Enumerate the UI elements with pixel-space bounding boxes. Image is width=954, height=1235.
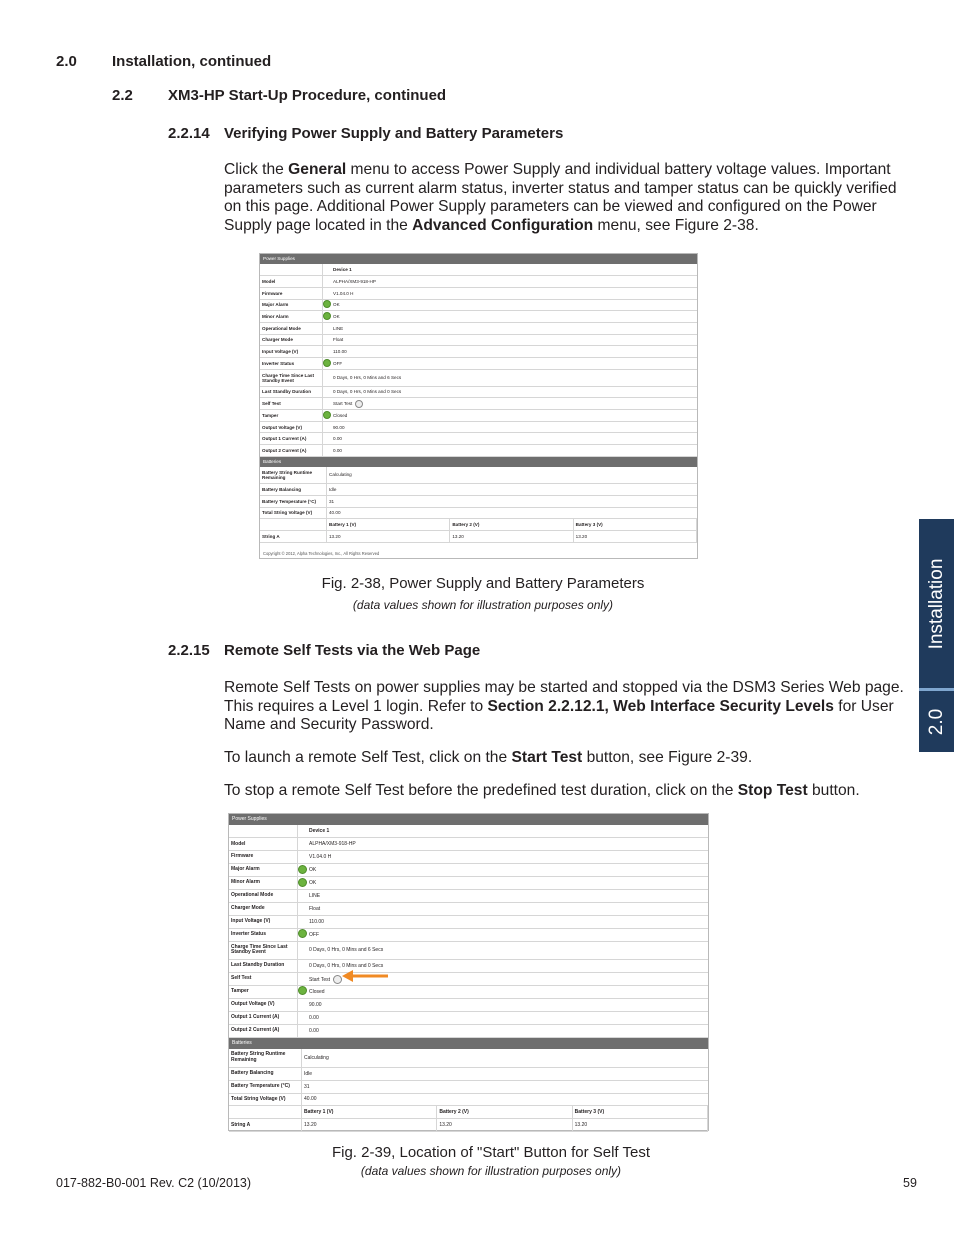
paragraph-2-2-14: Click the General menu to access Power Supply and individual battery voltage values. Important parameters such as current alarm status, inverter status and tamper status can be quickly verified on this page. Additional Power Supply parameters can be viewed and configured on the Power Supply page located in the Advanced Configuration menu, see Figure 2-38. bbox=[224, 161, 897, 234]
row-label: Self Test bbox=[260, 398, 322, 410]
row-label: Charge Time Since Last Standby Event bbox=[260, 369, 322, 386]
battery-row bbox=[229, 1093, 708, 1106]
paragraph-2-2-15-c: To stop a remote Self Test before the predefined test duration, click on the Stop Test button. bbox=[224, 782, 860, 799]
section-number-2-0: 2.0 bbox=[56, 53, 77, 70]
row-value: OK bbox=[331, 299, 697, 311]
section-number-2-2: 2.2 bbox=[112, 87, 133, 104]
battery-row bbox=[260, 467, 697, 484]
table-row bbox=[260, 287, 697, 299]
row-label: Input Voltage (V) bbox=[229, 915, 297, 928]
table-row bbox=[229, 825, 708, 838]
row-label: Major Alarm bbox=[260, 299, 322, 311]
battery-row-label: Battery Temperature (°C) bbox=[260, 495, 327, 507]
battery-row-value: 40.00 bbox=[302, 1093, 708, 1106]
figure-2-38-caption: Fig. 2-38, Power Supply and Battery Parameters bbox=[321, 575, 645, 592]
table-row bbox=[260, 322, 697, 334]
row-value: V1.04.0 H bbox=[331, 287, 697, 299]
battery-row-label: Battery String Runtime Remaining bbox=[260, 467, 327, 484]
table-row bbox=[229, 986, 708, 999]
battery-column-header: Battery 1 (V) bbox=[327, 519, 450, 531]
row-label: Output 1 Current (A) bbox=[229, 1011, 297, 1024]
footer-doc-id: 017-882-B0-001 Rev. C2 (10/2013) bbox=[56, 1176, 252, 1190]
row-label: Charger Mode bbox=[229, 902, 297, 915]
battery-row-label: Battery String Runtime Remaining bbox=[229, 1049, 302, 1068]
paragraph-2-2-15-b: To launch a remote Self Test, click on the Start Test button, see Figure 2-39. bbox=[224, 749, 753, 766]
row-value: 0 Days, 0 Hrs, 0 Mins and 6 Secs bbox=[307, 941, 708, 960]
battery-row bbox=[260, 507, 697, 519]
row-label: Output Voltage (V) bbox=[260, 421, 322, 433]
row-value: Float bbox=[331, 334, 697, 346]
section-title-2-2-14: Verifying Power Supply and Battery Parameters bbox=[224, 125, 564, 142]
battery-row-value: 31 bbox=[327, 495, 697, 507]
figure-2-39-caption: Fig. 2-39, Location of "Start" Button for Self Test bbox=[331, 1144, 651, 1161]
table-row bbox=[229, 998, 708, 1011]
row-label: Operational Mode bbox=[260, 322, 322, 334]
string-value: 13.20 bbox=[327, 530, 450, 542]
table-row bbox=[260, 410, 697, 422]
side-tab-number: 2.0 bbox=[925, 708, 947, 735]
table-row bbox=[229, 902, 708, 915]
string-value: 13.20 bbox=[437, 1119, 572, 1132]
row-label: Charger Mode bbox=[260, 334, 322, 346]
row-value: 0.00 bbox=[331, 445, 697, 457]
ok-status-icon bbox=[298, 986, 307, 995]
row-value: Start Test bbox=[331, 398, 697, 410]
side-tab-label: Installation bbox=[925, 558, 947, 650]
table-row bbox=[260, 369, 697, 386]
row-label: Charge Time Since Last Standby Event bbox=[229, 941, 297, 960]
orange-arrow-icon bbox=[340, 968, 392, 984]
table-row bbox=[229, 941, 708, 960]
row-label: Output 1 Current (A) bbox=[260, 433, 322, 445]
row-value: OK bbox=[307, 864, 708, 877]
row-label bbox=[229, 825, 297, 838]
battery-column-header: Battery 3 (V) bbox=[572, 1106, 707, 1119]
battery-row-label: Total String Voltage (V) bbox=[229, 1093, 302, 1106]
footer-page-number: 59 bbox=[903, 1176, 917, 1190]
row-value: OK bbox=[307, 877, 708, 890]
device-column-header: Device 1 bbox=[307, 825, 708, 838]
figure-2-38-note: (data values shown for illustration purposes only) bbox=[352, 598, 614, 612]
row-value: OFF bbox=[331, 358, 697, 370]
battery-row-value: Idle bbox=[302, 1067, 708, 1080]
table-header-batteries: Batteries bbox=[260, 457, 697, 467]
battery-column-header: Battery 2 (V) bbox=[450, 519, 573, 531]
table-row bbox=[229, 973, 708, 986]
row-value: 110.00 bbox=[331, 346, 697, 358]
row-label: Model bbox=[260, 276, 322, 288]
row-value: 90.00 bbox=[307, 998, 708, 1011]
row-label: Minor Alarm bbox=[229, 877, 297, 890]
table-row bbox=[229, 928, 708, 941]
battery-column-header: Battery 3 (V) bbox=[573, 519, 696, 531]
battery-row-label: Battery Temperature (°C) bbox=[229, 1080, 302, 1093]
ok-status-icon bbox=[298, 865, 307, 874]
table-header-power-supplies: Power Supplies bbox=[260, 254, 697, 264]
table-row bbox=[229, 1024, 708, 1037]
section-title-2-0: Installation, continued bbox=[112, 53, 272, 70]
figure-2-39-note: (data values shown for illustration purposes only) bbox=[360, 1164, 622, 1178]
table-row bbox=[260, 264, 697, 276]
row-label: Self Test bbox=[229, 973, 297, 986]
table-row bbox=[229, 915, 708, 928]
row-label: Tamper bbox=[229, 986, 297, 999]
string-value: 13.20 bbox=[572, 1119, 707, 1132]
paragraph-2-2-15-a: Remote Self Tests on power supplies may be started and stopped via the DSM3 Series Web page. This requires a Level 1 login. Refer to Section 2.2.12.1, Web Interface Security Levels for User Name and Security Password. bbox=[224, 679, 904, 734]
start-test-button[interactable] bbox=[355, 400, 363, 408]
row-value: 0.00 bbox=[307, 1011, 708, 1024]
row-label: Model bbox=[229, 838, 297, 851]
row-value: 0 Days, 0 Hrs, 0 Mins and 0 Secs bbox=[331, 386, 697, 398]
row-label: Last Standby Duration bbox=[229, 960, 297, 973]
copyright-footer: Copyright © 2012, Alpha Technologies, Inc., All Rights Reserved bbox=[263, 550, 380, 556]
battery-row-value: Calculating bbox=[302, 1049, 708, 1068]
string-row bbox=[260, 530, 697, 542]
battery-column-header: Battery 2 (V) bbox=[437, 1106, 572, 1119]
string-value: 13.20 bbox=[450, 530, 573, 542]
battery-row-value: 40.00 bbox=[327, 507, 697, 519]
battery-column-header-row bbox=[260, 519, 697, 531]
table-row bbox=[260, 445, 697, 457]
row-label: Tamper bbox=[260, 410, 322, 422]
section-number-2-2-15: 2.2.15 bbox=[168, 642, 210, 659]
battery-row-label: Battery Balancing bbox=[229, 1067, 302, 1080]
row-label: Major Alarm bbox=[229, 864, 297, 877]
battery-row-label: Battery Balancing bbox=[260, 484, 327, 496]
row-value: OK bbox=[331, 311, 697, 323]
table-row bbox=[229, 1011, 708, 1024]
row-label: Firmware bbox=[260, 287, 322, 299]
row-value: OFF bbox=[307, 928, 708, 941]
table-row bbox=[260, 398, 697, 410]
string-label: String A bbox=[229, 1119, 302, 1132]
row-value: 0 Days, 0 Hrs, 0 Mins and 0 Secs bbox=[307, 960, 708, 973]
battery-row bbox=[260, 495, 697, 507]
row-value: 0.00 bbox=[307, 1024, 708, 1037]
string-row bbox=[229, 1119, 708, 1132]
row-value: Closed bbox=[307, 986, 708, 999]
power-supply-screenshot-fig-2-38 bbox=[259, 253, 698, 559]
ok-status-icon bbox=[298, 878, 307, 887]
row-value: LINE bbox=[307, 889, 708, 902]
battery-row-value: Idle bbox=[327, 484, 697, 496]
power-supply-screenshot-fig-2-39 bbox=[228, 813, 709, 1131]
row-label bbox=[260, 264, 322, 276]
table-row bbox=[260, 421, 697, 433]
row-label: Last Standby Duration bbox=[260, 386, 322, 398]
battery-row bbox=[229, 1067, 708, 1080]
ok-status-icon bbox=[323, 312, 331, 320]
row-label: Operational Mode bbox=[229, 889, 297, 902]
row-label: Output Voltage (V) bbox=[229, 998, 297, 1011]
table-row bbox=[260, 386, 697, 398]
row-value: V1.04.0 H bbox=[307, 851, 708, 864]
ok-status-icon bbox=[298, 929, 307, 938]
string-label: String A bbox=[260, 530, 327, 542]
section-title-2-2-15: Remote Self Tests via the Web Page bbox=[224, 642, 481, 659]
row-value: ALPHA/XM3-918-HP bbox=[307, 838, 708, 851]
battery-column-header-row bbox=[229, 1106, 708, 1119]
row-value: Closed bbox=[331, 410, 697, 422]
row-value: 110.00 bbox=[307, 915, 708, 928]
table-row bbox=[229, 877, 708, 890]
table-row bbox=[260, 358, 697, 370]
string-value: 13.20 bbox=[302, 1119, 437, 1132]
battery-row-label: Total String Voltage (V) bbox=[260, 507, 327, 519]
table-row bbox=[260, 334, 697, 346]
battery-row-value: 31 bbox=[302, 1080, 708, 1093]
battery-row-value: Calculating bbox=[327, 467, 697, 484]
section-number-2-2-14: 2.2.14 bbox=[168, 125, 210, 142]
row-value: Float bbox=[307, 902, 708, 915]
table-row bbox=[229, 864, 708, 877]
table-row bbox=[260, 299, 697, 311]
battery-row bbox=[260, 484, 697, 496]
side-tab-installation bbox=[919, 519, 954, 689]
ok-status-icon bbox=[323, 411, 331, 419]
row-label: Output 2 Current (A) bbox=[229, 1024, 297, 1037]
row-value: ALPHA/XM3-918-HP bbox=[331, 276, 697, 288]
battery-column-header: Battery 1 (V) bbox=[302, 1106, 437, 1119]
string-value: 13.20 bbox=[573, 530, 696, 542]
row-label: Output 2 Current (A) bbox=[260, 445, 322, 457]
row-label: Inverter Status bbox=[260, 358, 322, 370]
row-label: Inverter Status bbox=[229, 928, 297, 941]
table-row bbox=[260, 311, 697, 323]
table-row bbox=[229, 851, 708, 864]
ok-status-icon bbox=[323, 300, 331, 308]
device-column-header: Device 1 bbox=[331, 264, 697, 276]
section-title-2-2: XM3-HP Start-Up Procedure, continued bbox=[168, 87, 447, 104]
row-value: LINE bbox=[331, 322, 697, 334]
row-value: 0.00 bbox=[331, 433, 697, 445]
row-label: Minor Alarm bbox=[260, 311, 322, 323]
table-row bbox=[229, 838, 708, 851]
table-row bbox=[229, 889, 708, 902]
battery-row bbox=[229, 1080, 708, 1093]
table-header-power-supplies: Power Supplies bbox=[229, 814, 708, 825]
row-value: Start Test bbox=[307, 973, 708, 986]
row-label: Input Voltage (V) bbox=[260, 346, 322, 358]
row-value: 0 Days, 0 Hrs, 0 Mins and 6 Secs bbox=[331, 369, 697, 386]
table-row bbox=[260, 433, 697, 445]
row-label: Firmware bbox=[229, 851, 297, 864]
side-tab-section-number bbox=[919, 691, 954, 752]
row-value: 90.00 bbox=[331, 421, 697, 433]
battery-row bbox=[229, 1049, 708, 1068]
table-row bbox=[260, 346, 697, 358]
table-header-batteries: Batteries bbox=[229, 1038, 708, 1049]
table-row bbox=[260, 276, 697, 288]
table-row bbox=[229, 960, 708, 973]
ok-status-icon bbox=[323, 359, 331, 367]
